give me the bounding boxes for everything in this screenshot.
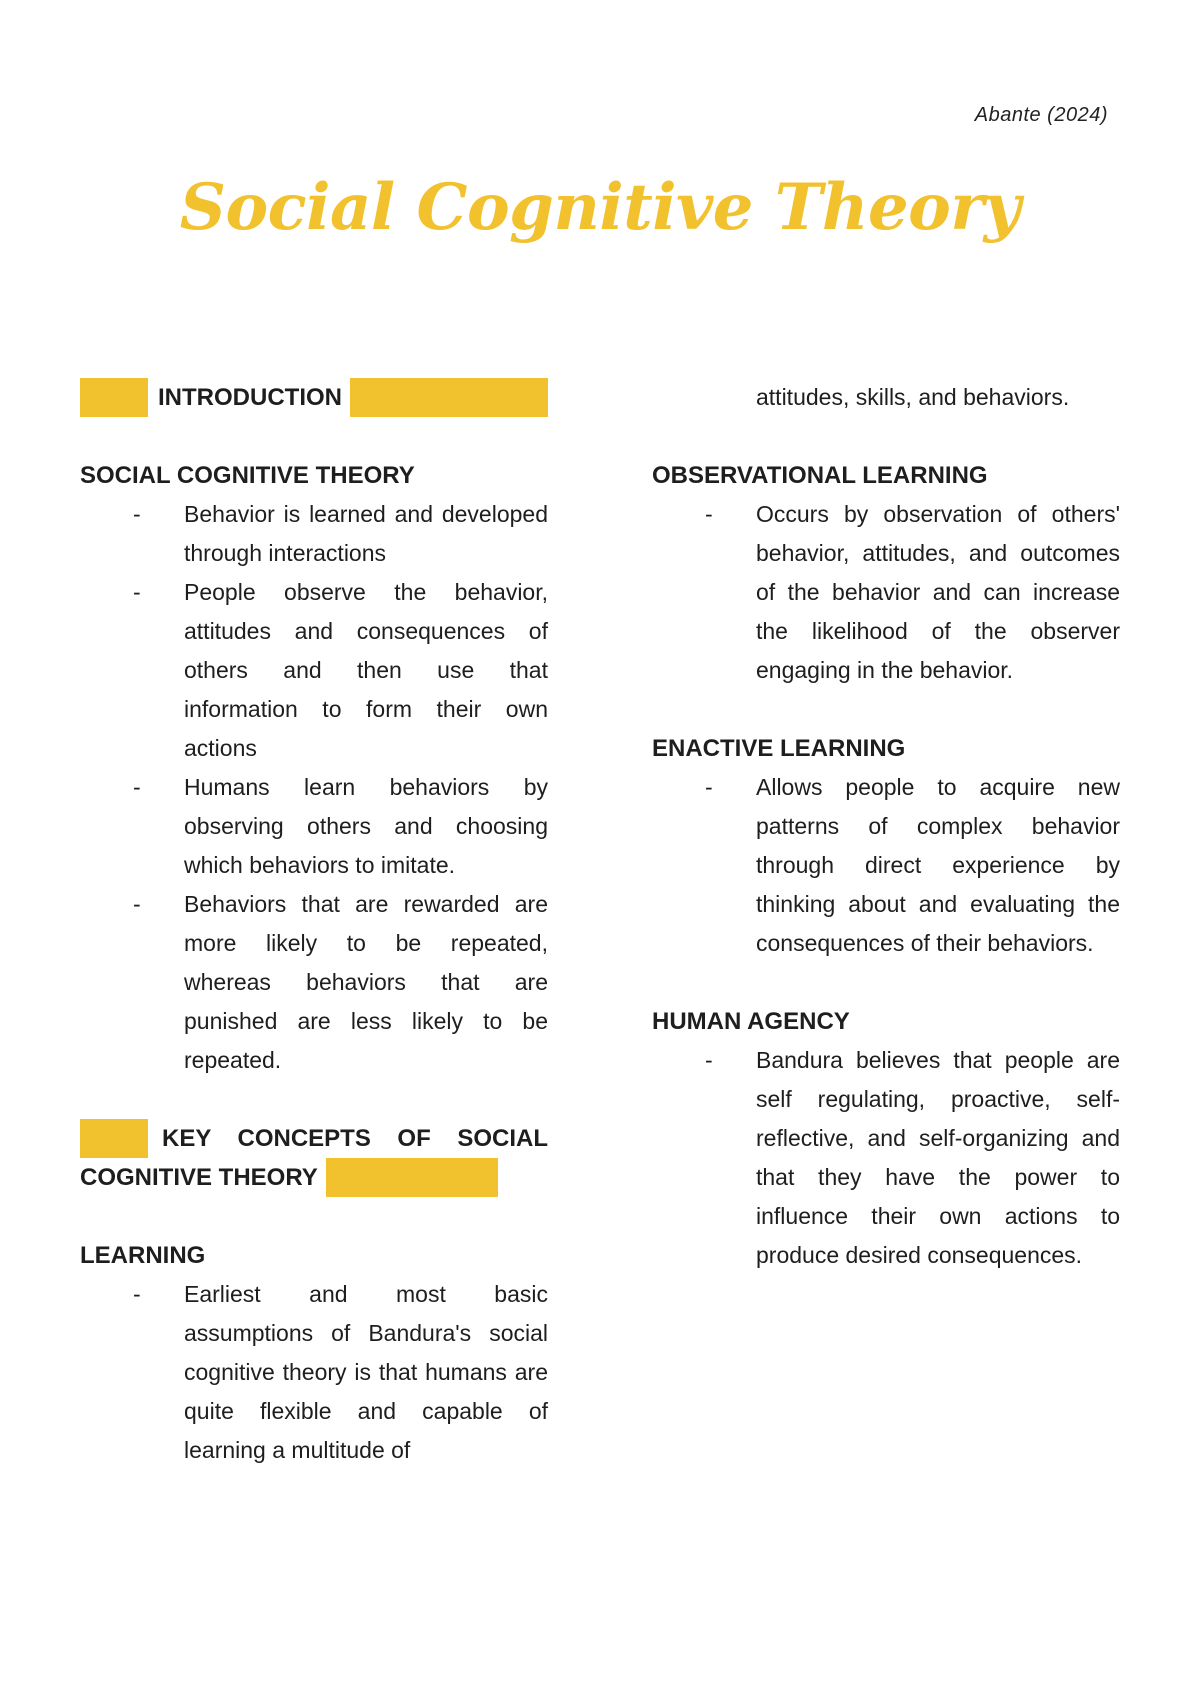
introduction-banner-label: INTRODUCTION — [158, 384, 342, 411]
right-column — [652, 378, 1120, 1275]
key-concepts-banner-line2: COGNITIVE THEORY — [80, 1164, 318, 1191]
banner-highlight-left — [80, 1119, 148, 1158]
list-item: - Behavior is learned and developed through interactions — [80, 495, 548, 573]
observational-list — [652, 495, 1120, 690]
list-item: - Bandura believes that people are self regulating, proactive, self-reflective, and self-organizing and that they have the power to influence their own actions to produce desired consequences. — [652, 1041, 1120, 1275]
learning-list — [80, 1275, 548, 1470]
enactive-list — [652, 768, 1120, 963]
banner-highlight-right — [326, 1158, 498, 1197]
learning-list-continued — [652, 378, 1120, 417]
list-item: - Behaviors that are rewarded are more likely to be repeated, whereas behaviors that are punished are less likely to be repeated. — [80, 885, 548, 1080]
sct-list — [80, 495, 548, 1080]
list-item: - Allows people to acquire new patterns of complex behavior through direct experience by thinking about and evaluating the consequences of their behaviors. — [652, 768, 1120, 963]
introduction-banner — [80, 378, 548, 417]
enactive-heading: ENACTIVE LEARNING — [652, 735, 906, 762]
agency-list — [652, 1041, 1120, 1275]
sct-heading: SOCIAL COGNITIVE THEORY — [80, 462, 415, 489]
author-citation: Abante (2024) — [974, 104, 1108, 126]
left-column — [80, 378, 548, 1470]
list-item: attitudes, skills, and behaviors. — [756, 384, 1070, 410]
list-item: - Humans learn behaviors by observing others and choosing which behaviors to imitate. — [80, 768, 548, 885]
list-item: - People observe the behavior, attitudes and consequences of others and then use that information to form their own actions — [80, 573, 548, 768]
list-item: - Earliest and most basic assumptions of Bandura's social cognitive theory is that humans are quite flexible and capable of learning a multitude of — [80, 1275, 548, 1470]
learning-heading: LEARNING — [80, 1242, 206, 1269]
banner-highlight-right — [350, 378, 548, 417]
page-title: Social Cognitive Theory — [179, 170, 1021, 245]
banner-highlight-left — [80, 378, 148, 417]
list-item: - Occurs by observation of others' behavior, attitudes, and outcomes of the behavior and can increase the likelihood of the observer engaging in the behavior. — [652, 495, 1120, 690]
observational-heading: OBSERVATIONAL LEARNING — [652, 462, 988, 489]
key-concepts-banner — [80, 1119, 548, 1197]
agency-heading: HUMAN AGENCY — [652, 1008, 850, 1035]
key-concepts-banner-line1: KEY CONCEPTS OF SOCIAL — [162, 1125, 548, 1152]
